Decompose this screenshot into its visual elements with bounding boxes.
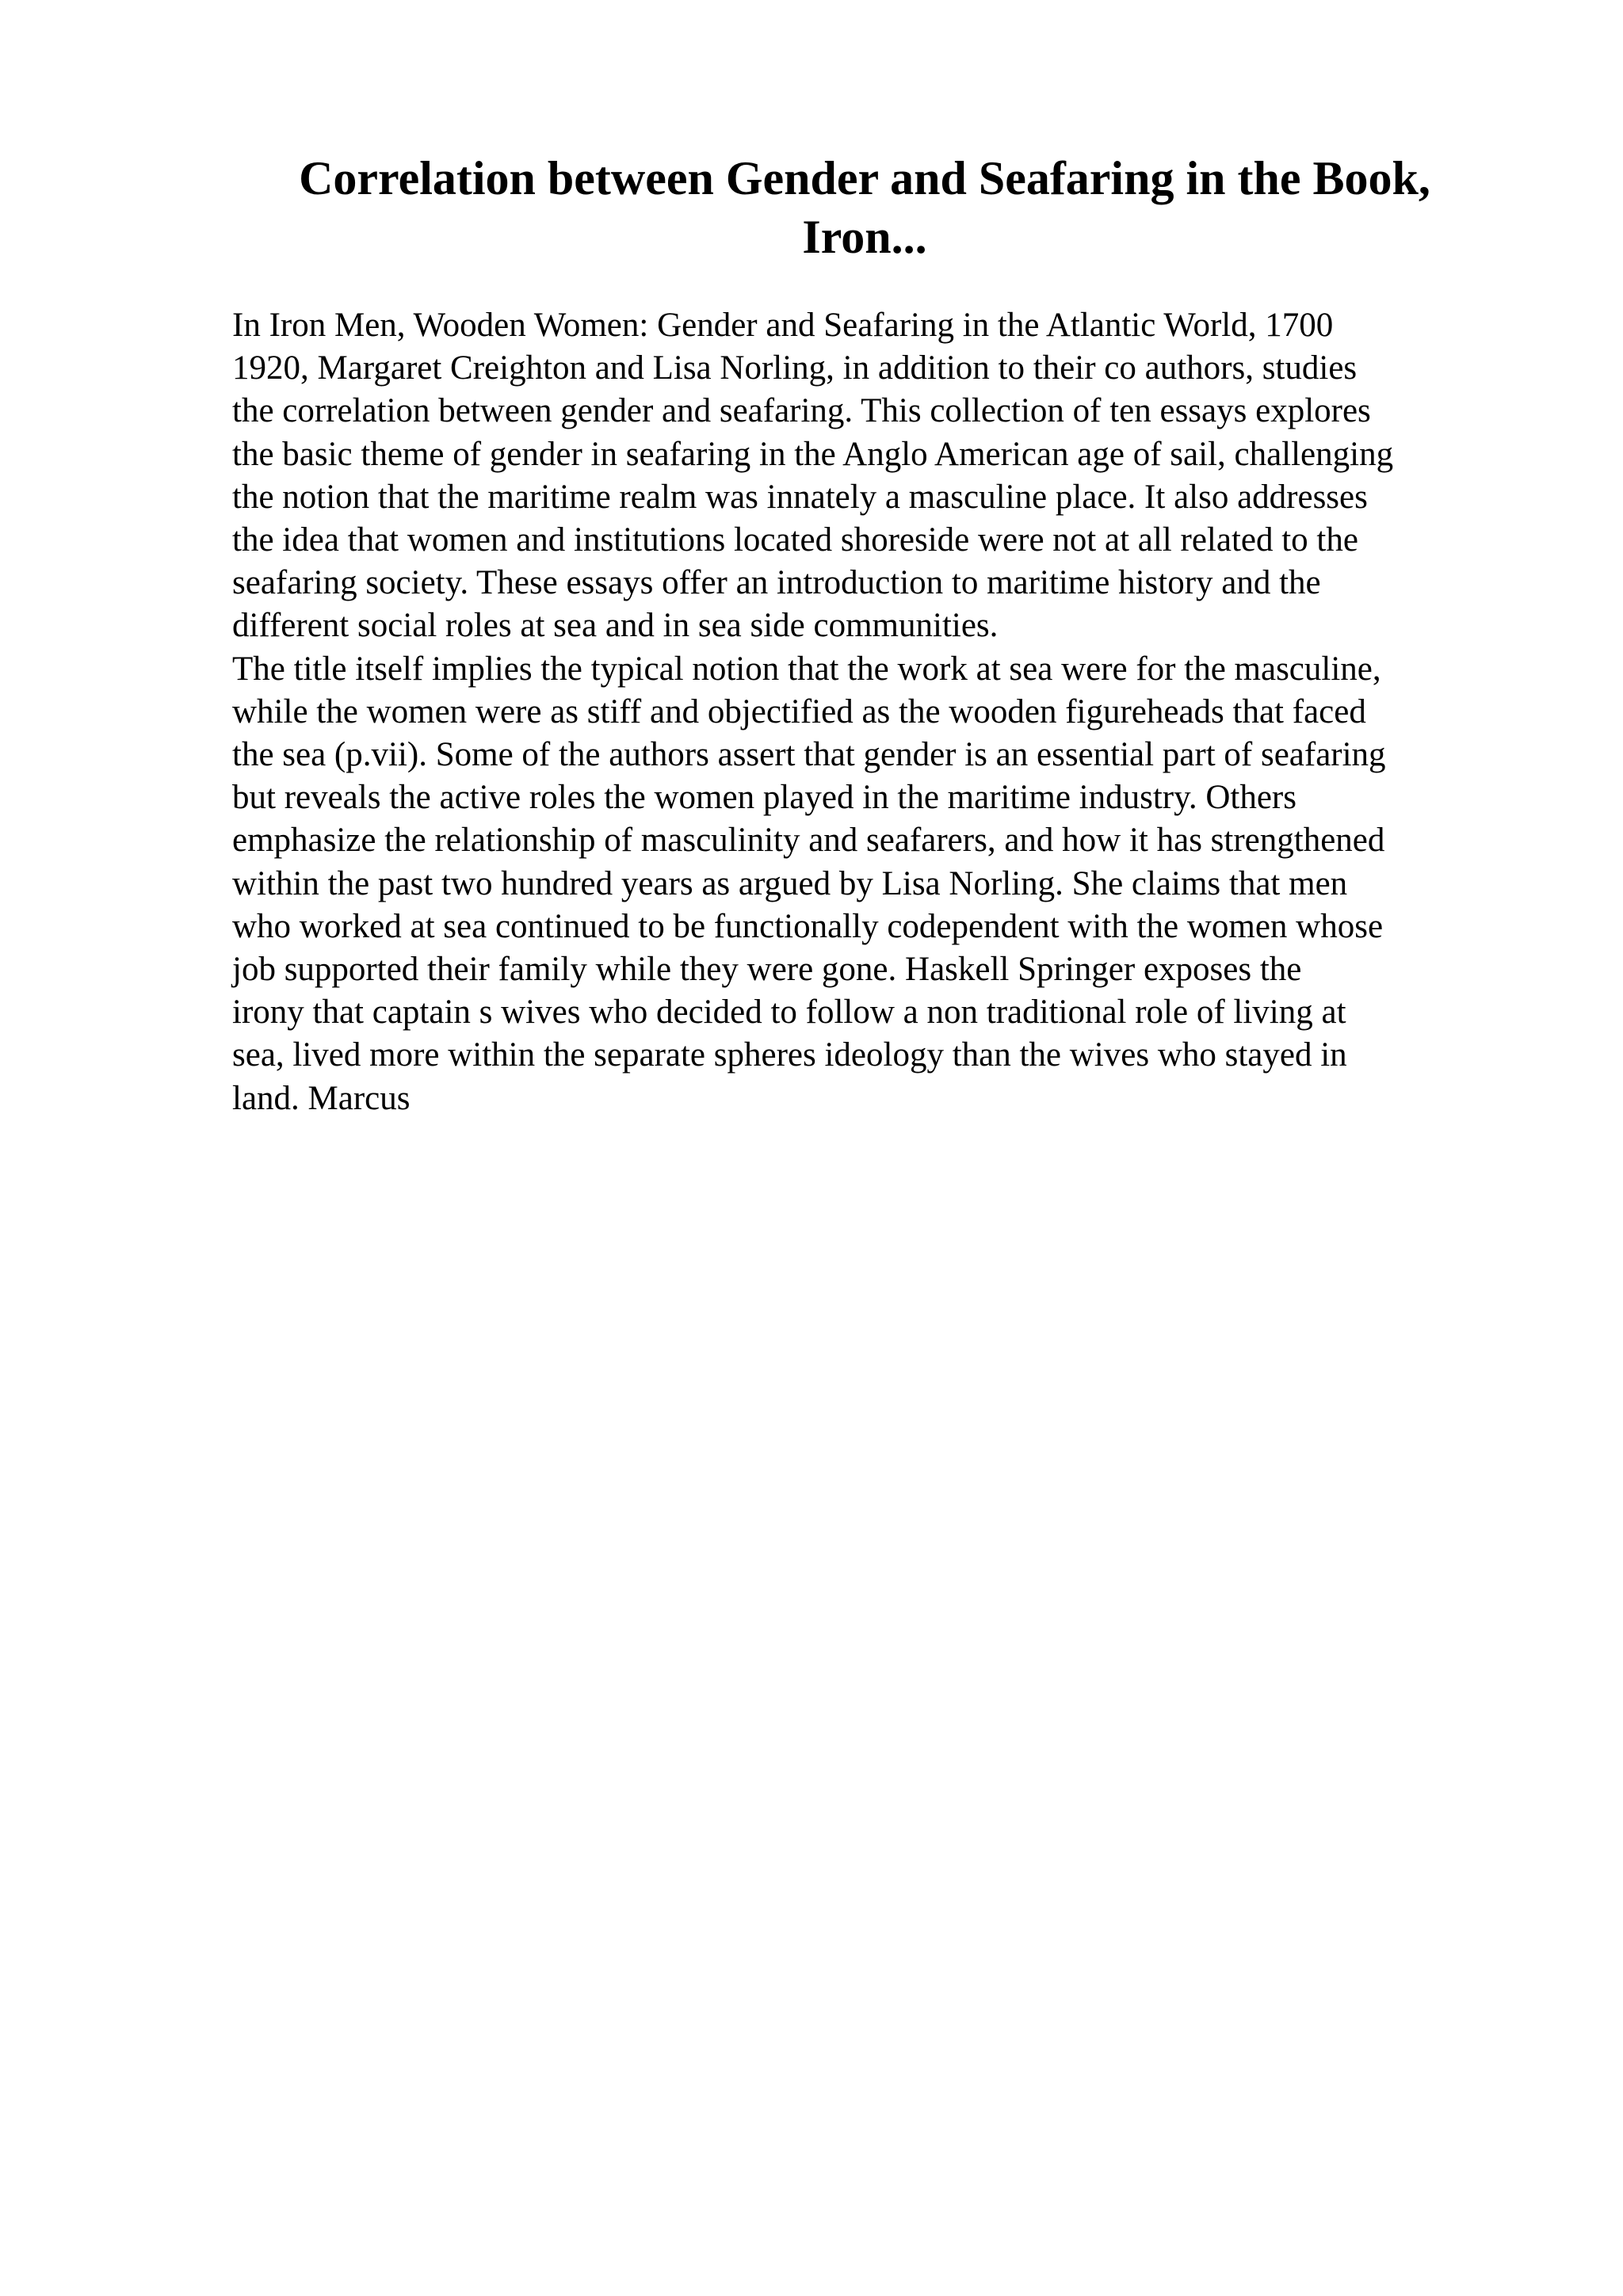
text-line: seafaring society. These essays offer an introduction to maritime history and the <box>232 564 1321 602</box>
text-line: job supported their family while they were gone. Haskell Springer exposes the <box>232 951 1302 989</box>
document-body <box>232 304 1516 1120</box>
title-line: Iron... <box>802 211 927 263</box>
text-line: the sea (p.vii). Some of the authors assert that gender is an essential part of seafaring <box>232 736 1386 774</box>
text-line: the basic theme of gender in seafaring in the Anglo American age of sail, challenging <box>232 435 1394 473</box>
text-line: In Iron Men, Wooden Women: Gender and Seafaring in the Atlantic World, 1700 <box>232 307 1334 344</box>
document-title <box>222 149 1507 266</box>
title-line: Correlation between Gender and Seafaring in the Book, <box>299 152 1430 204</box>
text-line: irony that captain s wives who decided to follow a non traditional role of living at <box>232 994 1346 1032</box>
text-line: the correlation between gender and seafaring. This collection of ten essays explores <box>232 392 1371 430</box>
text-line: while the women were as stiff and objectified as the wooden figureheads that faced <box>232 692 1366 730</box>
text-line: different social roles at sea and in sea side communities. <box>232 607 999 645</box>
text-line: The title itself implies the typical notion that the work at sea were for the masculine, <box>232 650 1381 688</box>
text-line: but reveals the active roles the women played in the maritime industry. Others <box>232 779 1296 817</box>
text-line: sea, lived more within the separate spheres ideology than the wives who stayed in <box>232 1036 1347 1074</box>
paragraph-2 <box>232 648 1516 1120</box>
text-line: emphasize the relationship of masculinity and seafarers, and how it has strengthened <box>232 822 1385 860</box>
text-line: the notion that the maritime realm was innately a masculine place. It also addresses <box>232 478 1368 516</box>
text-line: land. Marcus <box>232 1079 411 1117</box>
text-line: within the past two hundred years as argued by Lisa Norling. She claims that men <box>232 864 1348 902</box>
text-line: who worked at sea continued to be functionally codependent with the women whose <box>232 907 1384 945</box>
text-line: the idea that women and institutions located shoreside were not at all related to the <box>232 521 1358 559</box>
paragraph-1 <box>232 304 1516 648</box>
text-line: 1920, Margaret Creighton and Lisa Norling, in addition to their co authors, studies <box>232 349 1358 387</box>
